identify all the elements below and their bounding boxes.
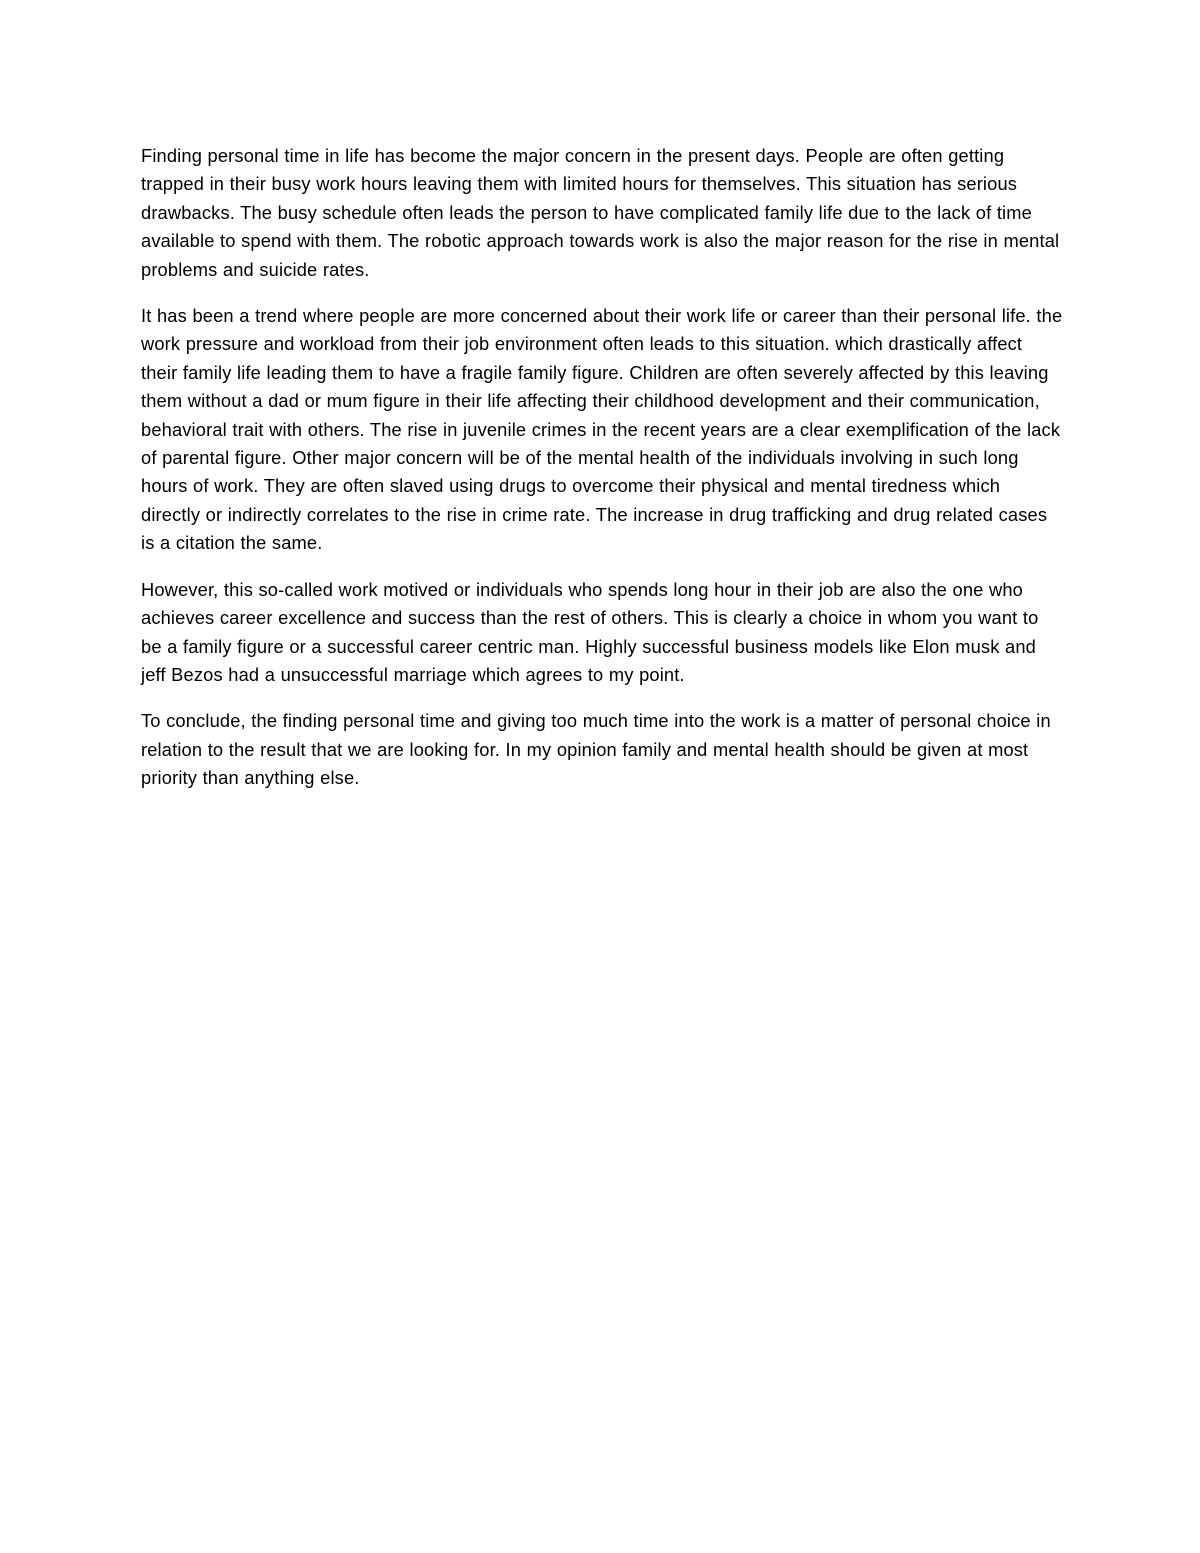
paragraph-conclusion: To conclude, the finding personal time and giving too much time into the work is a matter of personal choice in relation to the result that we are looking for. In my opinion family and mental health should be given at most priority than anything else.: [141, 710, 1051, 789]
document-body: [141, 142, 1063, 811]
paragraph-body-work-life: It has been a trend where people are more concerned about their work life or career than their personal life. the work pressure and workload from their job environment often leads to this situation. which drastically affect their family life leading them to have a fragile family figure. Children are often severely affected by this leaving them without a dad or mum figure in their life affecting their childhood development and their communication, behavioral trait with others. The rise in juvenile crimes in the recent years are a clear exemplification of the lack of parental figure. Other major concern will be of the mental health of the individuals involving in such long hours of work. They are often slaved using drugs to overcome their physical and mental tiredness which directly or indirectly correlates to the rise in crime rate. The increase in drug trafficking and drug related cases is a citation the same.: [141, 305, 1063, 554]
paragraph-body-career-success: However, this so-called work motived or individuals who spends long hour in their job are also the one who achieves career excellence and success than the rest of others. This is clearly a choice in whom you want to be a family figure or a successful career centric man. Highly successful business models like Elon musk and jeff Bezos had a unsuccessful marriage which agrees to my point.: [141, 578, 1039, 685]
paragraph-intro: Finding personal time in life has become the major concern in the present days. People are often getting trapped in their busy work hours leaving them with limited hours for themselves. This situation has serious drawbacks. The busy schedule often leads the person to have complicated family life due to the lack of time available to spend with them. The robotic approach towards work is also the major reason for the rise in mental problems and suicide rates.: [141, 145, 1060, 280]
